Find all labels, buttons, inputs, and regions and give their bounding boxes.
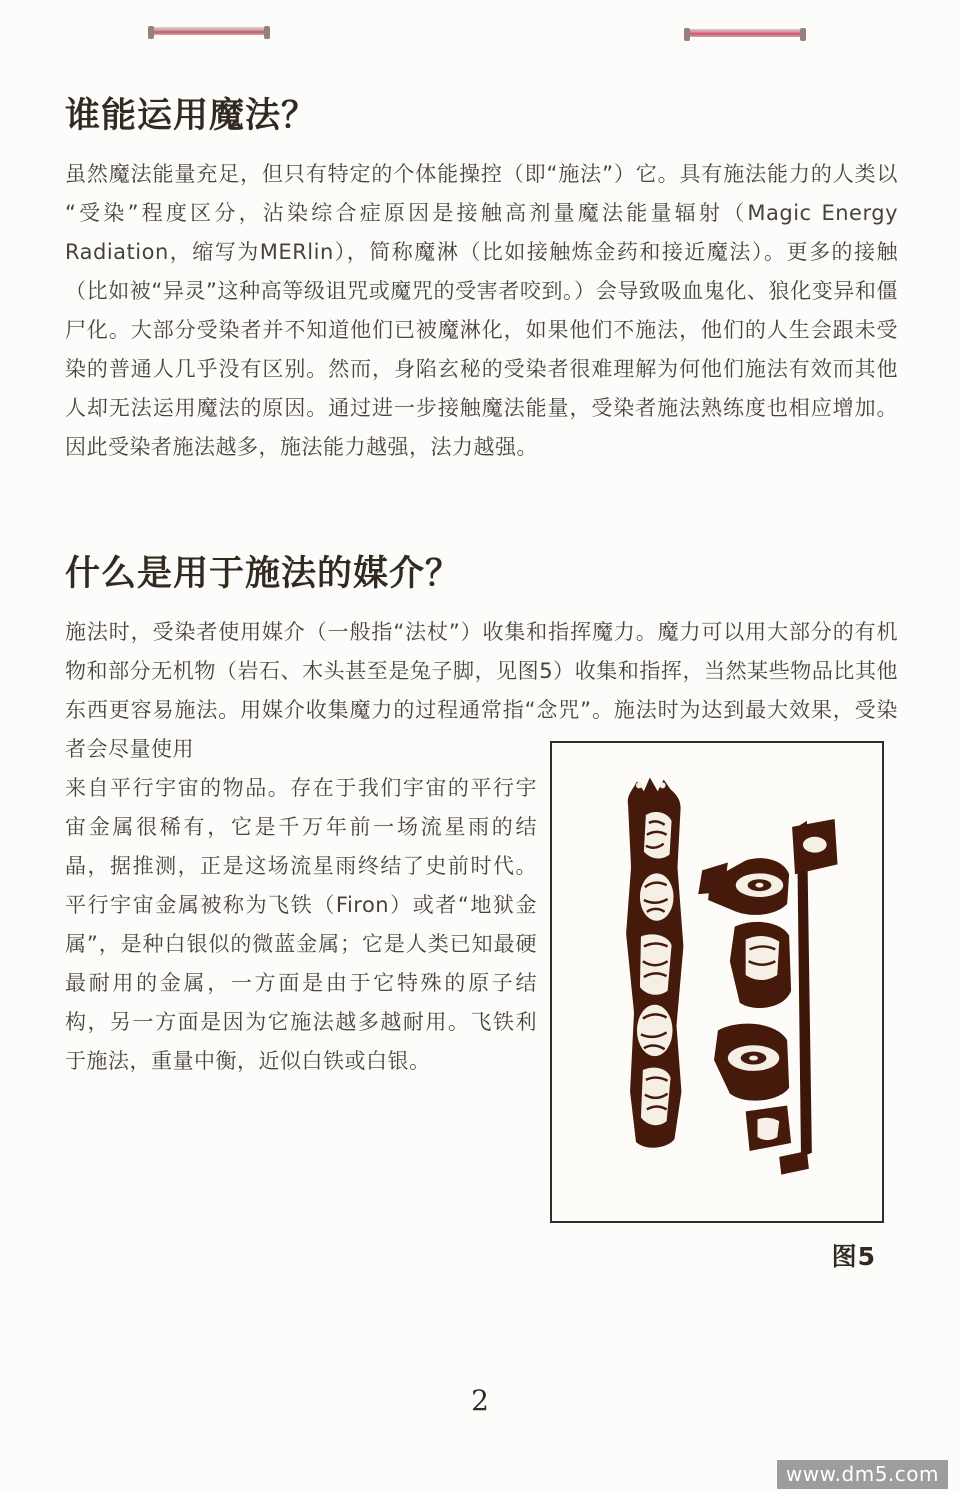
body-paragraph-magic-infection: 虽然魔法能量充足，但只有特定的个体能操控（即“施法”）它。具有施法能力的人类以“受染”程度区分，沾染综合症原因是接触高剂量魔法能量辐射（Magic Energy Radiation，缩写为MERlin），简称魔淋（比如接触炼金药和接近魔法）。更多的接触（比如被“异灵”这种高等级诅咒或魔咒的受害者咬到。）会导致吸血鬼化、狼化变异和僵尸化。大部分受染者并不知道他们已被魔淋化，如果他们不施法，他们的人生会跟未受染的普通人几乎没有区别。然而，身陷玄秘的受染者很难理解为何他们施法有效而其他人却无法运用魔法的原因。通过进一步接触魔法能量，受染者施法熟练度也相应增加。因此受染者施法越多，施法能力越强，法力越强。 bbox=[65, 162, 898, 459]
section-heading-who-can-use-magic: 谁能运用魔法？ bbox=[65, 96, 318, 136]
section-heading-casting-medium: 什么是用于施法的媒介？ bbox=[65, 554, 462, 594]
watermark-badge: www.dm5.com bbox=[777, 1460, 948, 1489]
page-number: 2 bbox=[471, 1384, 489, 1417]
figure-5-frame bbox=[550, 741, 884, 1223]
figure-5-carved-staffs-illustration bbox=[552, 743, 882, 1221]
page-content bbox=[65, 0, 898, 1271]
body-paragraph-firon-metal: 来自平行宇宙的物品。存在于我们宇宙的平行宇宙金属很稀有，它是千万年前一场流星雨的结晶，据推测，正是这场流星雨终结了史前时代。平行宇宙金属被称为飞铁（Firon）或者“地狱金属”，是种白银似的微蓝金属；它是人类已知最硬最耐用的金属，一方面是由于它特殊的原子结构，另一方面是因为它施法越多越耐用。飞铁利于施法，重量中衡，近似白铁或白银。 bbox=[65, 776, 537, 1073]
body-paragraph-medium-intro: 施法时，受染者使用媒介（一般指“法杖”）收集和指挥魔力。魔力可以用大部分的有机物和部分无机物（岩石、木头甚至是兔子脚，见图5）收集和指挥，当然某些物品比其他东西更容易施法。用媒介收集魔力的过程通常指“念咒”。施法时为达到最大效果，受染者会尽量使用 bbox=[65, 620, 898, 761]
figure-caption: 图5 bbox=[831, 1242, 876, 1271]
medium-section-body bbox=[65, 613, 898, 1271]
figure-5-block bbox=[550, 741, 884, 1273]
